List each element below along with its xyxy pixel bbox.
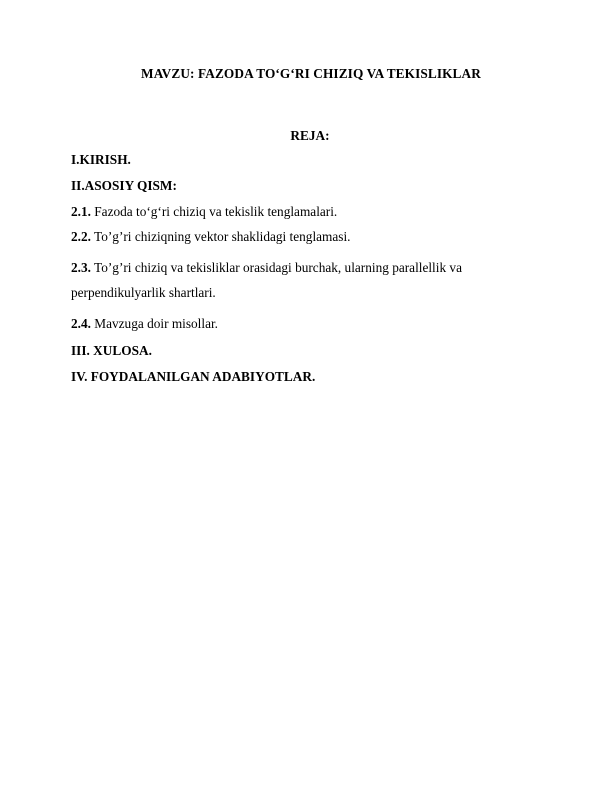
outline-item-number: 2.1. bbox=[71, 204, 91, 219]
outline-item-2-3 bbox=[71, 255, 541, 305]
outline-item-number: 2.3. bbox=[71, 260, 91, 275]
outline-item-text: II.ASOSIY QISM: bbox=[71, 178, 177, 193]
outline-item-references bbox=[71, 369, 315, 384]
outline-item-number: 2.2. bbox=[71, 229, 91, 244]
outline-item-text: Mavzuga doir misollar. bbox=[90, 316, 218, 331]
outline-item-2-1 bbox=[71, 204, 337, 219]
outline-item-2-2 bbox=[71, 229, 350, 244]
plan-heading-text: REJA: bbox=[290, 128, 330, 143]
outline-item-number: 2.4. bbox=[71, 316, 91, 331]
outline-item-main-part bbox=[71, 178, 177, 193]
outline-item-text: Fazoda to‘g‘ri chiziq va tekislik tenglamalari. bbox=[90, 204, 338, 219]
outline-item-text: IV. FOYDALANILGAN ADABIYOTLAR. bbox=[71, 369, 316, 384]
plan-heading bbox=[0, 128, 612, 144]
outline-item-text: III. XULOSA. bbox=[71, 343, 152, 358]
outline-item-2-4 bbox=[71, 316, 218, 331]
outline-item-text: To’g’ri chiziqning vektor shaklidagi tenglamasi. bbox=[90, 229, 351, 244]
outline-item-introduction bbox=[71, 152, 131, 167]
outline-item-text: To’g’ri chiziq va tekisliklar orasidagi burchak, ularning parallellik va perpendikulyarlik shartlari. bbox=[71, 260, 462, 300]
outline-item-conclusion bbox=[71, 343, 152, 358]
document-title bbox=[0, 66, 612, 82]
document-title-text: MAVZU: FAZODA TO‘G‘RI CHIZIQ VA TEKISLIKLAR bbox=[141, 66, 481, 81]
outline-item-text: I.KIRISH. bbox=[71, 152, 131, 167]
